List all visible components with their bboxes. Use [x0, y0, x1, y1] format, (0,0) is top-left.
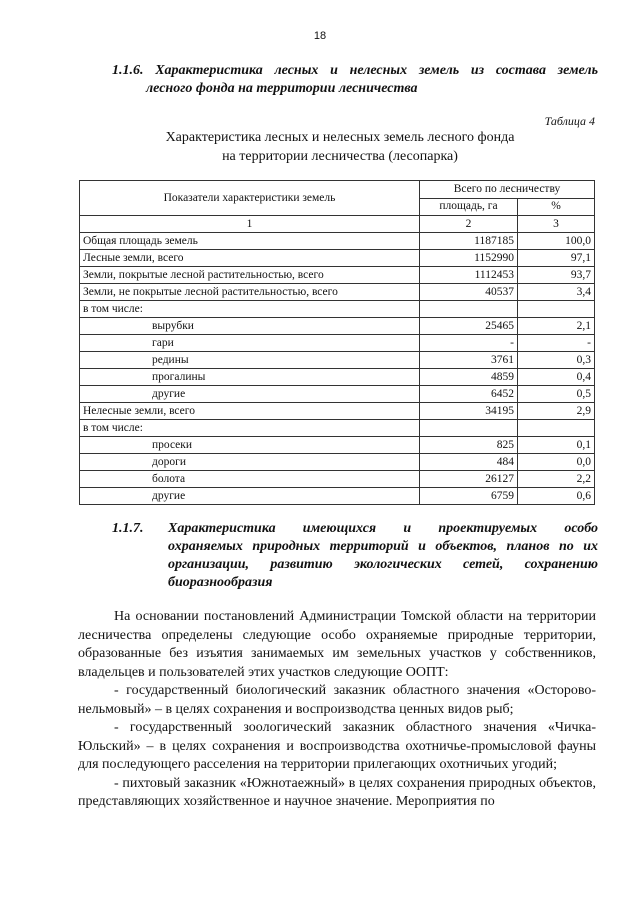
row-pct: -: [518, 335, 595, 352]
table-title-line: на территории лесничества (лесопарка): [222, 149, 458, 164]
row-pct: [518, 301, 595, 318]
row-pct: 97,1: [518, 250, 595, 267]
table-row: [80, 267, 595, 284]
section-title-line: охраняемых природных территорий и объектов, планов по их: [168, 539, 598, 554]
table-row: [80, 488, 595, 505]
bullet-item: - государственный биологический заказник областного значения «Осторово-нельмовый» – в целях сохранения и воспроизводства ценных видов рыб;: [78, 683, 596, 717]
row-pct: 0,1: [518, 437, 595, 454]
table-label: Таблица 4: [544, 114, 595, 128]
table-row: [80, 233, 595, 250]
row-label: прогалины: [80, 369, 420, 386]
row-label: Нелесные земли, всего: [80, 403, 420, 420]
table-row: [80, 335, 595, 352]
row-pct: 0,4: [518, 369, 595, 386]
row-area: 3761: [420, 352, 518, 369]
bullet-item: - государственный зоологический заказник областного значения «Чичка-Юльский» – в целях сохранения и воспроизводства охотничье-промысловой фауны для последующего расселения на территории прилегающих охотничьих угодий;: [78, 720, 596, 772]
table-title: [60, 128, 620, 166]
row-label: болота: [80, 471, 420, 488]
row-label: другие: [80, 386, 420, 403]
land-characteristics-table: [79, 180, 595, 505]
section-heading-1-1-7: [112, 520, 598, 592]
table-row: [80, 301, 595, 318]
table-row: [80, 352, 595, 369]
row-pct: 0,3: [518, 352, 595, 369]
section-title-line: организации, развитию экологических сетей, сохранению: [168, 557, 598, 572]
row-label: другие: [80, 488, 420, 505]
row-pct: 100,0: [518, 233, 595, 250]
body-text: [78, 608, 596, 812]
row-pct: 93,7: [518, 267, 595, 284]
row-pct: 0,0: [518, 454, 595, 471]
row-area: 6759: [420, 488, 518, 505]
row-pct: 0,6: [518, 488, 595, 505]
table-row: [80, 471, 595, 488]
row-area: 4859: [420, 369, 518, 386]
section-heading-1-1-6: [112, 62, 598, 98]
row-label: Земли, не покрытые лесной растительностью, всего: [80, 284, 420, 301]
table-row: [80, 386, 595, 403]
column-number: 1: [80, 216, 420, 233]
table-title-line: Характеристика лесных и нелесных земель лесного фонда: [165, 130, 515, 145]
row-label: вырубки: [80, 318, 420, 335]
row-label: Общая площадь земель: [80, 233, 420, 250]
row-pct: 2,1: [518, 318, 595, 335]
column-number: 2: [420, 216, 518, 233]
row-pct: 3,4: [518, 284, 595, 301]
table-row: [80, 403, 595, 420]
row-label: гари: [80, 335, 420, 352]
table-row: [80, 420, 595, 437]
row-pct: 2,2: [518, 471, 595, 488]
row-area: 26127: [420, 471, 518, 488]
row-label: просеки: [80, 437, 420, 454]
header-pct: %: [518, 198, 595, 216]
row-area: 25465: [420, 318, 518, 335]
table-row: [80, 454, 595, 471]
row-label: в том числе:: [80, 301, 420, 318]
section-title-line: биоразнообразия: [168, 575, 273, 590]
row-area: 34195: [420, 403, 518, 420]
column-number: 3: [518, 216, 595, 233]
table-row: [80, 284, 595, 301]
row-pct: 2,9: [518, 403, 595, 420]
bullet-item: - пихтовый заказник «Южнотаежный» в целях сохранения природных объектов, представляющих хозяйственное и научное значение. Мероприятия по: [78, 775, 596, 809]
table-row: [80, 318, 595, 335]
header-area: площадь, га: [420, 198, 518, 216]
row-label: редины: [80, 352, 420, 369]
row-area: 40537: [420, 284, 518, 301]
section-number: 1.1.7.: [112, 521, 144, 536]
table-row: [80, 437, 595, 454]
section-title-line: лесного фонда на территории лесничества: [146, 81, 418, 96]
section-title-line: Характеристика имеющихся и проектируемых особо: [168, 521, 598, 536]
row-area: 1152990: [420, 250, 518, 267]
page-number: 18: [313, 30, 327, 42]
row-pct: [518, 420, 595, 437]
header-indicator: Показатели характеристики земель: [80, 181, 420, 216]
row-area: 1187185: [420, 233, 518, 250]
row-label: Земли, покрытые лесной растительностью, всего: [80, 267, 420, 284]
row-area: 6452: [420, 386, 518, 403]
section-number: 1.1.6.: [112, 63, 144, 78]
row-label: в том числе:: [80, 420, 420, 437]
row-label: дороги: [80, 454, 420, 471]
row-area: 1112453: [420, 267, 518, 284]
header-total: Всего по лесничеству: [420, 181, 595, 199]
row-area: [420, 420, 518, 437]
row-label: Лесные земли, всего: [80, 250, 420, 267]
section-title-line: Характеристика лесных и нелесных земель из состава земель: [155, 63, 599, 78]
table-row: [80, 250, 595, 267]
paragraph: На основании постановлений Администрации Томской области на территории лесничества определены следующие особо охраняемые природные территории, образованные без изъятия занимаемых им земельных участков у собственников, владельцев и пользователей этих участков следующие ООПТ:: [78, 609, 596, 680]
row-pct: 0,5: [518, 386, 595, 403]
row-area: [420, 301, 518, 318]
row-area: 484: [420, 454, 518, 471]
table-row: [80, 369, 595, 386]
row-area: 825: [420, 437, 518, 454]
row-area: -: [420, 335, 518, 352]
